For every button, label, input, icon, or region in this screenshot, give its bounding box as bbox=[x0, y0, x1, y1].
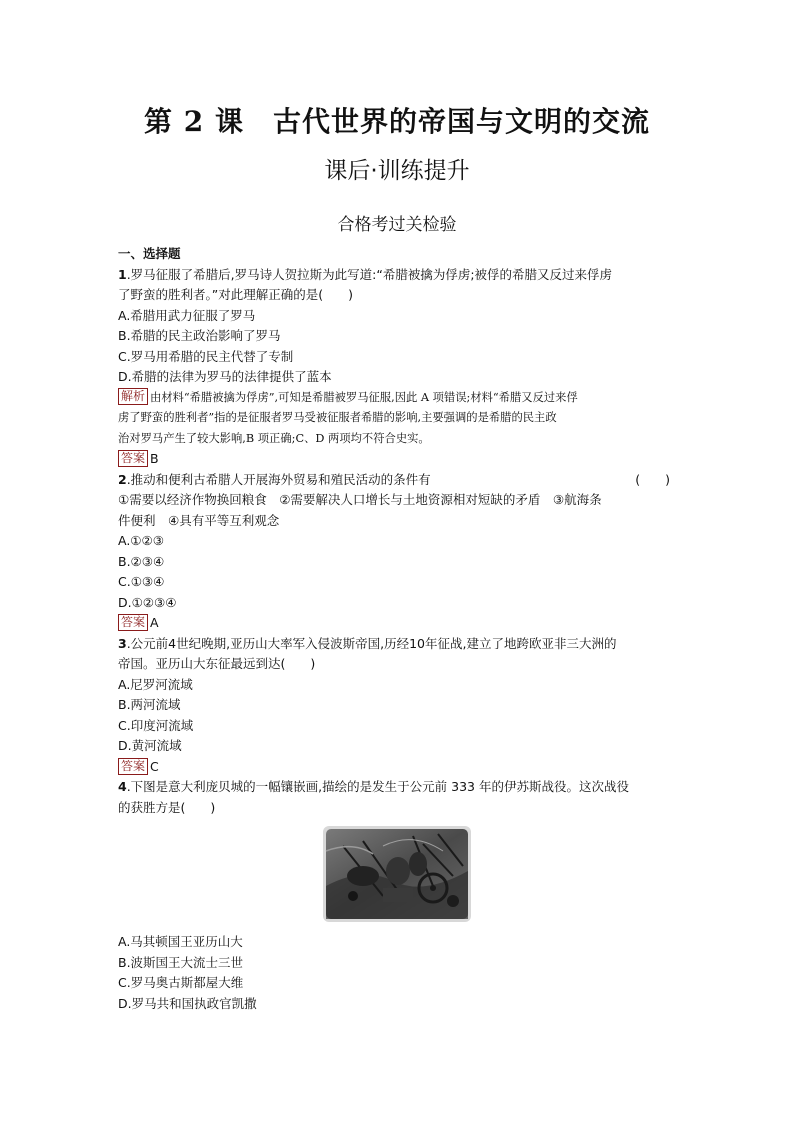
question-stem-line: 了野蛮的胜利者。”对此理解正确的是( ) bbox=[118, 287, 353, 302]
option-a: A.马其顿国王亚历山大 bbox=[118, 934, 243, 949]
lesson-title: 第 2 课 古代世界的帝国与文明的交流 bbox=[144, 105, 650, 138]
option-d: D.①②③④ bbox=[118, 594, 177, 610]
answer-tag: 答案 bbox=[118, 758, 148, 775]
option-a: A.希腊用武力征服了罗马 bbox=[118, 307, 256, 323]
statement-line: ①需要以经济作物换回粮食 ②需要解决人口增长与土地资源相对短缺的矛盾 ③航海条 bbox=[118, 492, 602, 507]
analysis-line: 虏了野蛮的胜利者”指的是征服者罗马受被征服者希腊的影响,主要强调的是希腊的民主政 bbox=[118, 411, 557, 424]
question-4 bbox=[118, 777, 678, 1014]
section-heading: 合格考过关检验 bbox=[337, 215, 457, 235]
answer-tag: 答案 bbox=[118, 614, 148, 631]
question-stem-line: 4.下图是意大利庞贝城的一幅镶嵌画,描绘的是发生于公元前 333 年的伊苏斯战役。这次战役 bbox=[118, 779, 629, 794]
option-c: C.印度河流域 bbox=[118, 717, 194, 733]
content-body bbox=[118, 244, 678, 1014]
option-c: C.罗马用希腊的民主代替了专制 bbox=[118, 348, 294, 364]
question-stem-line: 2.推动和便利古希腊人开展海外贸易和殖民活动的条件有 ( ) bbox=[118, 470, 678, 491]
question-1 bbox=[118, 265, 678, 470]
option-b: B.波斯国王大流士三世 bbox=[118, 954, 244, 970]
answer-line bbox=[118, 613, 678, 634]
option-c: C.①③④ bbox=[118, 574, 165, 589]
answer-line bbox=[118, 449, 678, 470]
question-stem-line: 1.罗马征服了希腊后,罗马诗人贺拉斯为此写道:“希腊被擒为俘虏;被俘的希腊又反过来俘虏 bbox=[118, 266, 613, 282]
option-c: C.罗马奥古斯都屋大维 bbox=[118, 975, 244, 990]
option-b: B.两河流域 bbox=[118, 697, 181, 712]
answer-value: B bbox=[150, 451, 159, 466]
option-d: D.希腊的法律为罗马的法律提供了蓝本 bbox=[118, 369, 332, 384]
statement-line: 件便利 ④具有平等互利观念 bbox=[118, 512, 280, 528]
answer-blank: ( ) bbox=[635, 471, 670, 487]
question-2 bbox=[118, 470, 678, 634]
answer-value: A bbox=[150, 615, 159, 630]
question-3 bbox=[118, 634, 678, 778]
option-b: B.②③④ bbox=[118, 553, 165, 569]
answer-tag: 答案 bbox=[118, 450, 148, 467]
question-stem-line: 的获胜方是( ) bbox=[118, 799, 216, 815]
analysis-line: 解析 由材料“希腊被擒为俘虏”,可知是希腊被罗马征服,因此 A 项错误;材料“希腊又反过来俘 bbox=[118, 388, 678, 409]
lesson-subtitle: 课后·训练提升 bbox=[324, 158, 470, 184]
option-a: A.①②③ bbox=[118, 533, 164, 548]
battle-mosaic-image bbox=[323, 826, 471, 922]
analysis-tag: 解析 bbox=[118, 388, 148, 405]
figure-container bbox=[116, 818, 678, 932]
option-d: D.罗马共和国执政官凯撒 bbox=[118, 995, 257, 1011]
option-a: A.尼罗河流域 bbox=[118, 676, 193, 692]
option-d: D.黄河流域 bbox=[118, 738, 182, 753]
analysis-line: 治对罗马产生了较大影响,B 项正确;C、D 两项均不符合史实。 bbox=[118, 431, 430, 445]
question-stem-line: 帝国。亚历山大东征最远到达( ) bbox=[118, 656, 316, 671]
answer-value: C bbox=[150, 758, 159, 774]
option-b: B.希腊的民主政治影响了罗马 bbox=[118, 328, 281, 343]
answer-line bbox=[118, 757, 678, 778]
question-stem-line: 3.公元前4世纪晚期,亚历山大率军入侵波斯帝国,历经10年征战,建立了地跨欧亚非三大洲的 bbox=[118, 635, 617, 651]
part-heading: 一、选择题 bbox=[118, 246, 181, 261]
